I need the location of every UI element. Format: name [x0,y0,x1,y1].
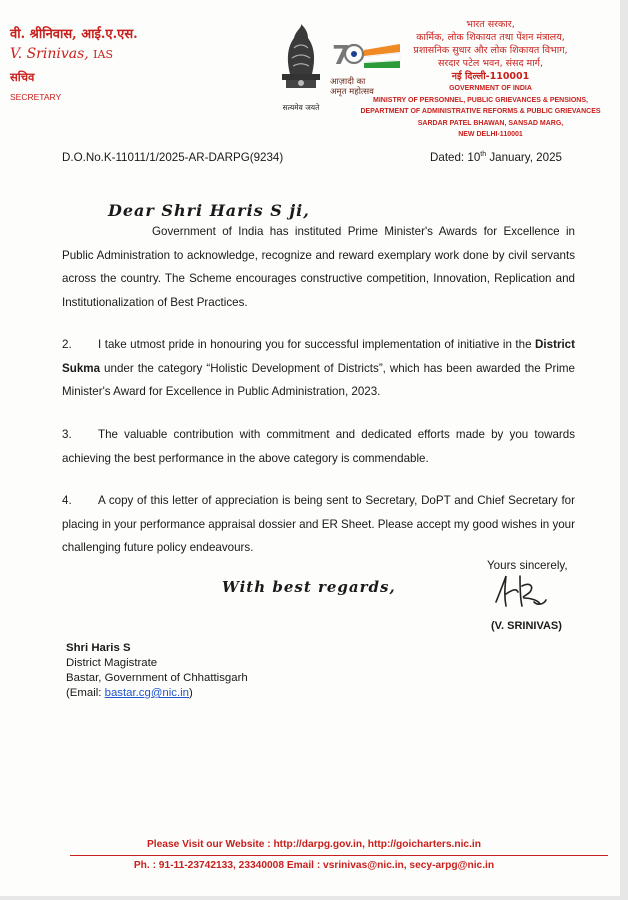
reference-number: D.O.No.K-11011/1/2025-AR-DARPG(9234) [62,151,284,164]
footer-websites: Please Visit our Website : http://darpg.gov.in, http://goicharters.nic.in [147,839,481,850]
ashoka-emblem-icon [272,18,330,98]
footer-contact: Ph. : 91-11-23742133, 23340008 Email : vsrinivas@nic.in, secy-arpg@nic.in [133,860,495,871]
paragraph-3: 3. The valuable contribution with commitment and dedicated efforts made by you towards achieving the best performance in the above category is commendable. [62,428,575,465]
addressee-email-line: (Email: bastar.cg@nic.in) [66,687,193,699]
addressee-name: Shri Haris S [66,642,131,654]
addressee-email-link[interactable]: bastar.cg@nic.in [104,687,189,699]
sender-title-hindi: सचिव [10,70,35,84]
handwritten-regards: With best regards, [222,578,396,596]
emblem-motto: सत्यमेव जयते [282,103,320,112]
signatory-name: (V. SRINIVAS) [491,620,562,632]
sender-name: V. Srinivas, IAS [10,46,113,62]
sender-title: SECRETARY [10,92,62,102]
addressee-block [66,641,248,701]
handwritten-salutation: Dear Shri Haris S ji, [108,201,310,220]
closing: Yours sincerely, [487,559,568,572]
letter-date: Dated: 10th January, 2025 [430,151,562,164]
addressee-designation: District Magistrate [66,657,158,669]
ministry-address: भारत सरकार, कार्मिक, लोक शिकायत तथा पेंशन मंत्रालय, प्रशासनिक सुधार और लोक शिकायत विभाग, सरदार पटेल भवन, संसद मार्ग, नई दिल्ली-110001 GOVERNMENT OF INDIA MINISTRY OF PERSONNEL, PUBLIC GRIEVANCES & PENSIONS, DEPARTMENT OF ADMINISTRATIVE REFORMS & PUBLIC GRIEVANCES SARDAR PATEL BHAWAN, SANSAD MARG, NEW DELHI-110001 [360,19,601,138]
addressee-location: Bastar, Government of Chhattisgarh [66,672,248,684]
signature-icon [490,572,550,612]
svg-text:7: 7 [332,41,351,71]
azadi-logo-text: आज़ादी का अमृत महोत्सव [330,77,374,97]
sender-name-hindi: वी. श्रीनिवास, आई.ए.एस. [10,27,138,42]
paragraph-2: 2. I take utmost pride in honouring you for successful implementation of initiative in the District Sukma under the category “Holistic Development of Districts”, which has been awarded the Prime Minister's Award for Excellence in Public Administration, 2023. [62,338,575,398]
paragraph-1: Government of India has instituted Prime Minister's Awards for Excellence in Public Administration to acknowledge, recognize and reward exemplary work done by civil servants across the country. The Scheme encourages constructive competition, Innovation, Replication and Institutionalization of Best Practices. [62,225,575,309]
paragraph-4: 4. A copy of this letter of appreciation is being sent to Secretary, DoPT and Chief Secretary for placing in your performance appraisal dossier and ER Sheet. Please accept my good wishes in your challenging future policy endeavours. [62,494,575,554]
footer-divider [70,855,608,856]
national-emblem [272,18,330,110]
